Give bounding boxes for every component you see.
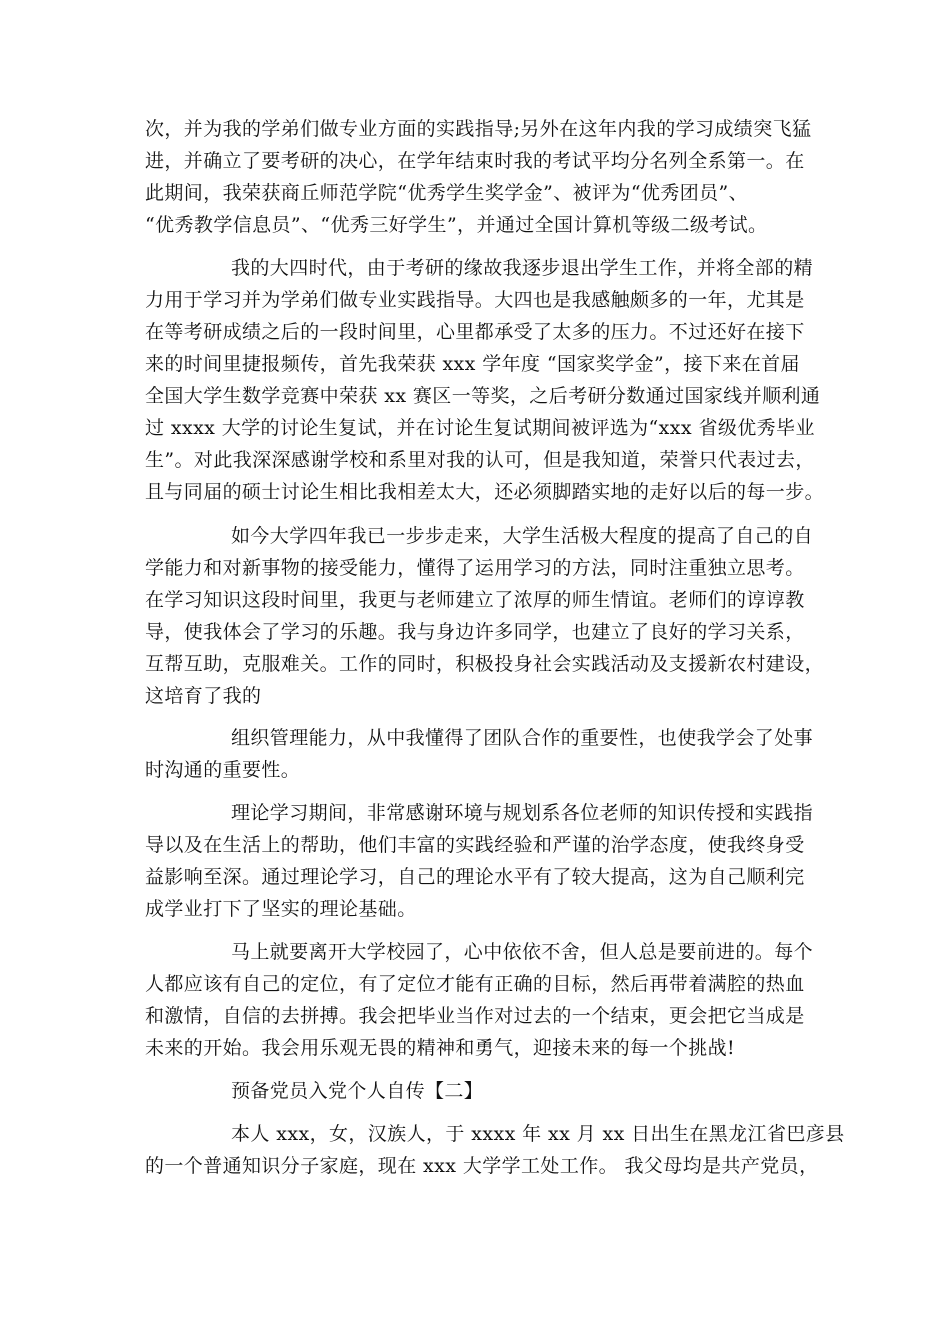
text-line: 此期间，我荣获商丘师范学院“优秀学生奖学金”、被评为“优秀团员”、 <box>145 182 749 204</box>
text-line: 导以及在生活上的帮助，他们丰富的实践经验和严谨的治学态度，使我终身受 <box>145 834 805 856</box>
text-line: 且与同届的硕士讨论生相比我相差太大，还必须脚踏实地的走好以后的每一步。 <box>145 481 825 503</box>
paragraph-first-line: 我的大四时代，由于考研的缘故我逐步退出学生工作，并将全部的精 <box>231 257 814 279</box>
text-line: 时沟通的重要性。 <box>145 759 301 781</box>
text-line: 导，使我体会了学习的乐趣。我与身边许多同学，也建立了良好的学习关系， <box>145 621 805 643</box>
text-line: 益影响至深。通过理论学习，自己的理论水平有了较大提高，这为自己顺利完 <box>145 866 805 888</box>
text-line: 生”。对此我深深感谢学校和系里对我的认可，但是我知道，荣誉只代表过去， <box>145 449 815 471</box>
text-line: 来的时间里捷报频传，首先我荣获 xxx 学年度 “国家奖学金”，接下来在首届 <box>145 353 800 375</box>
text-line: 过 xxxx 大学的讨论生复试，并在讨论生复试期间被评选为“xxx 省级优秀毕业 <box>145 417 815 439</box>
text-line: 在等考研成绩之后的一段时间里，心里都承受了太多的压力。不过还好在接下 <box>145 321 805 343</box>
text-line: 这培育了我的 <box>145 685 262 707</box>
text-line: 全国大学生数学竞赛中荣获 xx 赛区一等奖，之后考研分数通过国家线并顺利通 <box>145 385 821 407</box>
text-line: 在学习知识这段时间里，我更与老师建立了浓厚的师生情谊。老师们的谆谆教 <box>145 589 805 611</box>
text-line: 进，并确立了要考研的决心，在学年结束时我的考试平均分名列全系第一。在 <box>145 150 805 172</box>
text-line: 互帮互助，克服难关。工作的同时，积极投身社会实践活动及支援新农村建设， <box>145 653 825 675</box>
text-line: 未来的开始。我会用乐观无畏的精神和勇气，迎接未来的每一个挑战! <box>145 1037 736 1059</box>
text-line: 成学业打下了坚实的理论基础。 <box>145 898 417 920</box>
text-line: 人都应该有自己的定位，有了定位才能有正确的目标，然后再带着满腔的热血 <box>145 973 805 995</box>
paragraph-first-line: 组织管理能力，从中我懂得了团队合作的重要性，也使我学会了处事 <box>231 727 814 749</box>
paragraph-first-line: 如今大学四年我已一步步走来，大学生活极大程度的提高了自己的自 <box>231 525 814 547</box>
paragraph-first-line: 理论学习期间，非常感谢环境与规划系各位老师的知识传授和实践指 <box>231 802 814 824</box>
text-line: “优秀教学信息员”、“优秀三好学生”，并通过全国计算机等级二级考试。 <box>145 214 768 236</box>
text-line: 和激情，自信的去拼搏。我会把毕业当作对过去的一个结束，更会把它当成是 <box>145 1005 805 1027</box>
section-heading: 预备党员入党个人自传【二】 <box>231 1080 484 1102</box>
text-line: 的一个普通知识分子家庭，现在 xxx 大学学工处工作。 我父母均是共产党员， <box>145 1155 819 1177</box>
text-line: 力用于学习并为学弟们做专业实践指导。大四也是我感触颇多的一年，尤其是 <box>145 289 805 311</box>
paragraph-first-line: 马上就要离开大学校园了，心中依依不舍，但人总是要前进的。每个 <box>231 941 814 963</box>
text-line: 次，并为我的学弟们做专业方面的实践指导;另外在这年内我的学习成绩突飞猛 <box>145 118 812 140</box>
paragraph-first-line: 本人 xxx，女，汉族人，于 xxxx 年 xx 月 xx 日出生在黑龙江省巴彦县 <box>231 1123 845 1145</box>
text-line: 学能力和对新事物的接受能力，懂得了运用学习的方法，同时注重独立思考。 <box>145 557 805 579</box>
